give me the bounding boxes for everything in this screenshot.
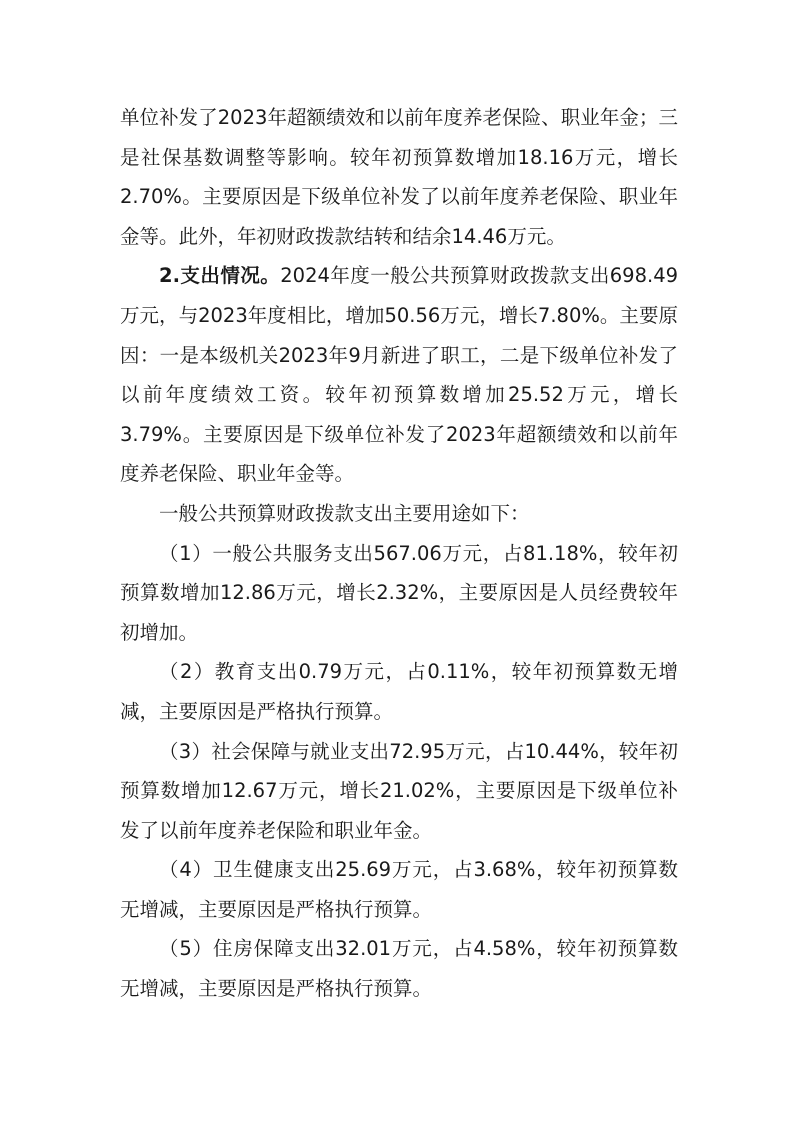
paragraph-expenditure-overview [120,256,678,494]
paragraph-text: （1）一般公共服务支出567.06万元，占81.18%，较年初预算数增加12.86万元，增长2.32%，主要原因是人员经费较年初增加。 [120,541,678,644]
paragraph-text: （3）社会保障与就业支出72.95万元，占10.44%，较年初预算数增加12.67万元，增长21.02%，主要原因是下级单位补发了以前年度养老保险和职业年金。 [120,739,678,842]
list-item-health [120,850,678,929]
paragraph-text: 一般公共预算财政拨款支出主要用途如下： [159,501,530,525]
list-item-social-security [120,732,678,851]
paragraph-text: （2）教育支出0.79万元，占0.11%，较年初预算数无增减，主要原因是严格执行预算。 [120,660,678,723]
paragraph-text: 2024年度一般公共预算财政拨款支出698.49万元，与2023年度相比，增加50.56万元，增长7.80%。主要原因：一是本级机关2023年9月新进了职工，二是下级单位补发了以前年度绩效工资。较年初预算数增加25.52万元，增长3.79%。主要原因是下级单位补发了2023年超额绩效和以前年度养老保险、职业年金等。 [120,264,679,486]
paragraph-text: （5）住房保障支出32.01万元，占4.58%，较年初预算数无增减，主要原因是严格执行预算。 [120,937,678,1001]
paragraph-text: （4）卫生健康支出25.69万元，占3.68%，较年初预算数无增减，主要原因是严格执行预算。 [120,858,678,921]
paragraph-uses-intro [120,494,678,534]
paragraph-revenue-continued [120,98,678,256]
list-item-general-public-services [120,534,678,653]
list-item-housing [120,929,678,1008]
document-body [120,98,678,1009]
section-heading: 2.支出情况。 [159,264,281,288]
paragraph-text: 单位补发了2023年超额绩效和以前年度养老保险、职业年金；三是社保基数调整等影响。较年初预算数增加18.16万元，增长2.70%。主要原因是下级单位补发了以前年度养老保险、职业年金等。此外，年初财政拨款结转和结余14.46万元。 [120,106,678,248]
list-item-education [120,652,678,731]
